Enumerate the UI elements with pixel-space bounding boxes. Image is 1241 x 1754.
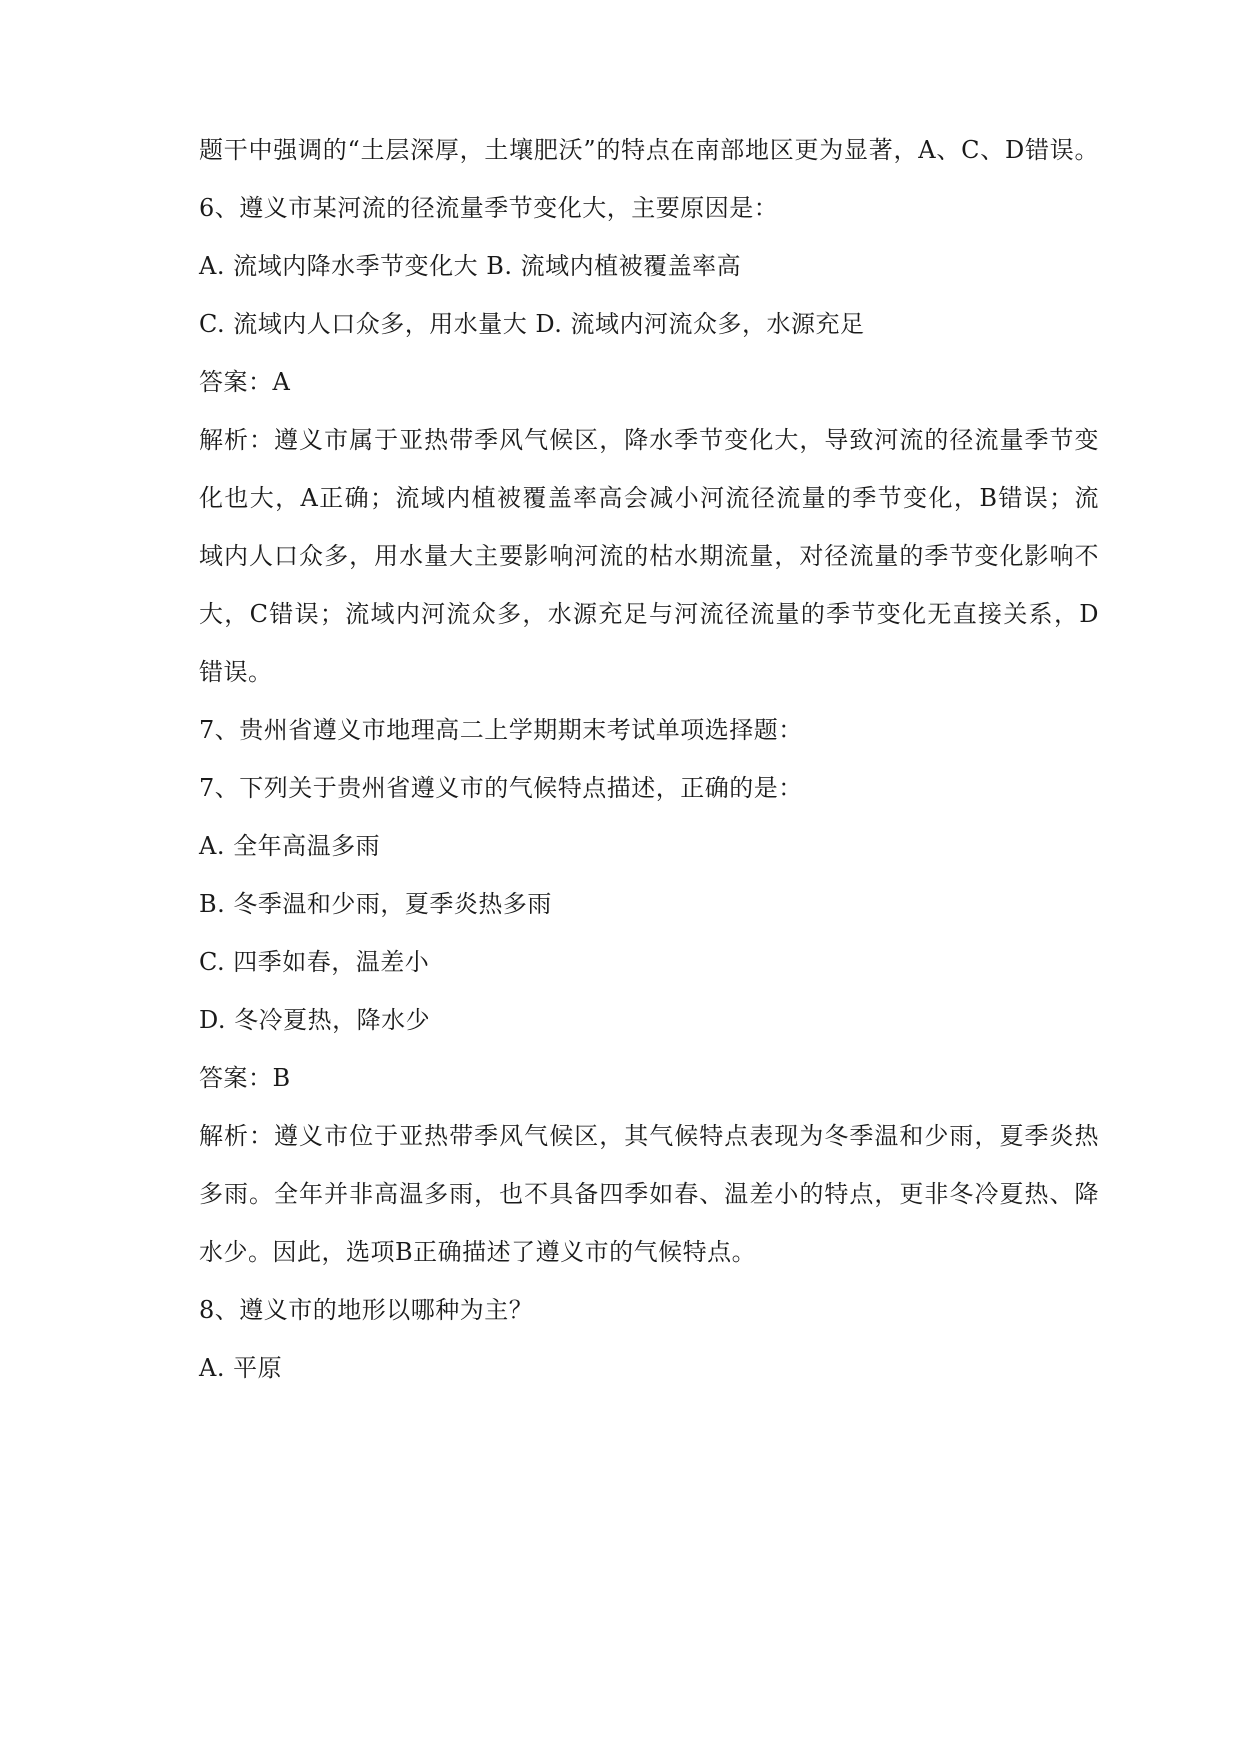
- question-7-option-a: A. 全年高温多雨: [199, 832, 381, 860]
- question-7-analysis-line-3: 水少。因此，选项B正确描述了遵义市的气候特点。: [199, 1238, 757, 1266]
- question-6-analysis-line-1: 解析：遵义市属于亚热带季风气候区，降水季节变化大，导致河流的径流量季节变: [199, 426, 1099, 454]
- section-heading: 7、贵州省遵义市地理高二上学期期末考试单项选择题：: [199, 716, 803, 744]
- question-7-analysis-line-1: 解析：遵义市位于亚热带季风气候区，其气候特点表现为冬季温和少雨，夏季炎热: [199, 1122, 1099, 1150]
- question-7-answer: 答案：B: [199, 1064, 291, 1092]
- question-7-option-d: D. 冬冷夏热，降水少: [199, 1006, 431, 1034]
- question-7-option-c: C. 四季如春，温差小: [199, 948, 430, 976]
- question-8: 8、遵义市的地形以哪种为主？: [199, 1296, 534, 1324]
- question-6: 6、遵义市某河流的径流量季节变化大，主要原因是：: [199, 194, 779, 222]
- question-6-analysis-line-2: 化也大，A正确；流域内植被覆盖率高会减小河流径流量的季节变化，B错误；流: [199, 484, 1099, 512]
- question-6-analysis-line-4: 大，C错误；流域内河流众多，水源充足与河流径流量的季节变化无直接关系，D: [199, 600, 1099, 628]
- question-8-option-a: A. 平原: [199, 1354, 283, 1382]
- text-line-q5-analysis-end: 题干中强调的“土层深厚，土壤肥沃”的特点在南部地区更为显著，A、C、D错误。: [199, 136, 1099, 164]
- question-7-analysis-line-2: 多雨。全年并非高温多雨，也不具备四季如春、温差小的特点，更非冬冷夏热、降: [199, 1180, 1099, 1208]
- question-6-options-ab: A. 流域内降水季节变化大 B. 流域内植被覆盖率高: [199, 252, 742, 280]
- question-6-answer: 答案：A: [199, 368, 291, 396]
- question-7: 7、下列关于贵州省遵义市的气候特点描述，正确的是：: [199, 774, 803, 802]
- question-7-option-b: B. 冬季温和少雨，夏季炎热多雨: [199, 890, 552, 918]
- question-6-analysis-line-5: 错误。: [199, 658, 273, 686]
- question-6-options-cd: C. 流域内人口众多，用水量大 D. 流域内河流众多，水源充足: [199, 310, 865, 338]
- question-6-analysis-line-3: 域内人口众多，用水量大主要影响河流的枯水期流量，对径流量的季节变化影响不: [199, 542, 1099, 570]
